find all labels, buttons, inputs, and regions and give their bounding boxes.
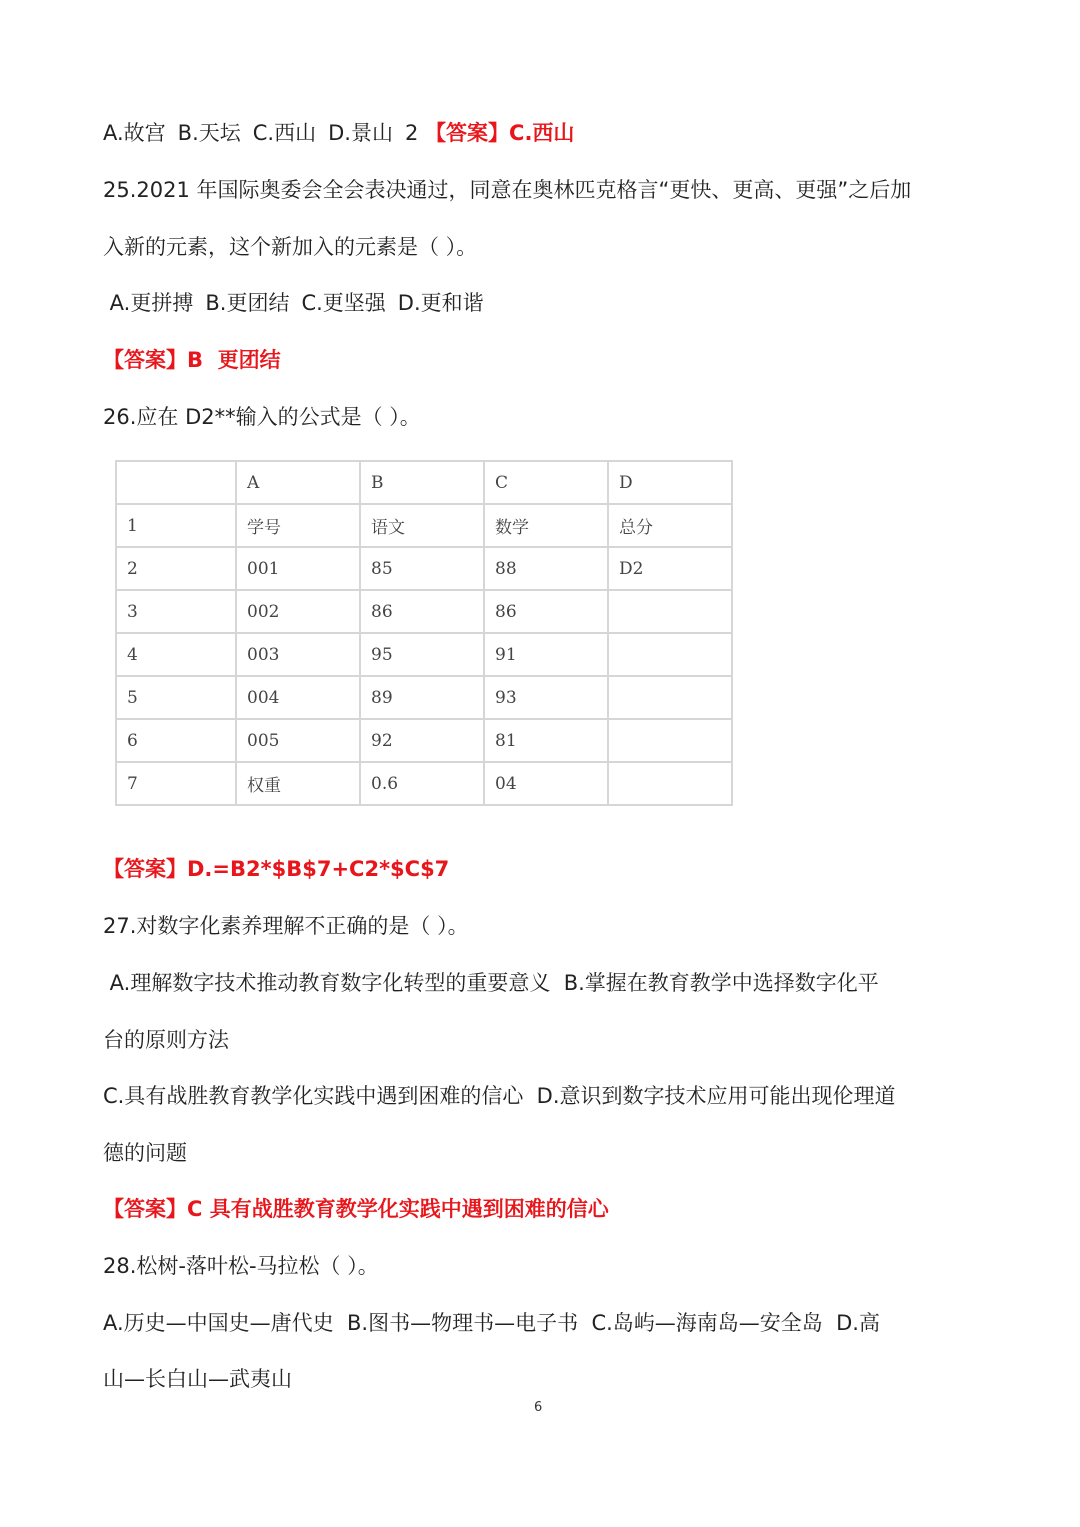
table-cell: 81 <box>484 719 608 762</box>
table-cell <box>116 461 236 504</box>
table-cell: 95 <box>360 633 484 676</box>
table-cell: 7 <box>116 762 236 805</box>
table-cell: 5 <box>116 676 236 719</box>
table-cell: B <box>360 461 484 504</box>
table-cell: 92 <box>360 719 484 762</box>
table-row <box>116 547 732 590</box>
q24-answer: 【答案】C.西山 <box>425 121 575 145</box>
table-cell <box>608 719 732 762</box>
table-cell: 语文 <box>360 504 484 547</box>
table-row <box>116 590 732 633</box>
table-cell: A <box>236 461 360 504</box>
q28-options-line-2: 山—长白山—武夷山 <box>103 1367 292 1391</box>
q24-option-d: D.景山 <box>328 121 393 145</box>
table-cell: D2 <box>608 547 732 590</box>
q26-answer: 【答案】D.=B2*$B$7+C2*$C$7 <box>103 857 450 881</box>
table-cell: D <box>608 461 732 504</box>
table-cell: 1 <box>116 504 236 547</box>
table-row <box>116 633 732 676</box>
table-cell <box>608 633 732 676</box>
table-cell: 001 <box>236 547 360 590</box>
q25-option-a: A.更拼搏 <box>103 291 194 315</box>
table-cell: 88 <box>484 547 608 590</box>
q25-question-line-2: 入新的元素，这个新加入的元素是（ ）。 <box>103 235 478 259</box>
table-cell <box>608 590 732 633</box>
q25-options-line <box>103 288 484 318</box>
table-cell <box>608 762 732 805</box>
table-cell: 93 <box>484 676 608 719</box>
q27-options-line-1: A.理解数字技术推动教育数字化转型的重要意义 B.掌握在教育教学中选择数字化平 <box>103 971 879 995</box>
q26-question: 26.应在 D2**输入的公式是（ ）。 <box>103 405 421 429</box>
table-cell: 002 <box>236 590 360 633</box>
table-cell: 91 <box>484 633 608 676</box>
spreadsheet-table <box>115 460 733 806</box>
table-cell: 6 <box>116 719 236 762</box>
table-row <box>116 676 732 719</box>
q27-answer: 【答案】C 具有战胜教育教学化实践中遇到困难的信心 <box>103 1197 609 1221</box>
q27-options-line-3: C.具有战胜教育教学化实践中遇到困难的信心 D.意识到数字技术应用可能出现伦理道 <box>103 1084 896 1108</box>
table-cell: 总分 <box>608 504 732 547</box>
table-cell: 004 <box>236 676 360 719</box>
q24-option-a: A.故宫 <box>103 121 166 145</box>
table-cell: 2 <box>116 547 236 590</box>
q24-option-c: C.西山 <box>252 121 317 145</box>
table-cell <box>608 676 732 719</box>
table-row <box>116 762 732 805</box>
table-cell: 86 <box>484 590 608 633</box>
q25-option-d: D.更和谐 <box>397 291 484 315</box>
q27-options-line-2: 台的原则方法 <box>103 1028 229 1052</box>
table-row <box>116 461 732 504</box>
table-cell: 005 <box>236 719 360 762</box>
table-row <box>116 719 732 762</box>
table-cell: 86 <box>360 590 484 633</box>
q28-options-line-1: A.历史—中国史—唐代史 B.图书—物理书—电子书 C.岛屿—海南岛—安全岛 D.高 <box>103 1311 880 1335</box>
table-cell: C <box>484 461 608 504</box>
table-cell: 89 <box>360 676 484 719</box>
table-cell: 权重 <box>236 762 360 805</box>
table-cell: 4 <box>116 633 236 676</box>
q25-answer: 【答案】B 更团结 <box>103 348 281 372</box>
table-cell: 3 <box>116 590 236 633</box>
table-row <box>116 504 732 547</box>
q24-options-line <box>103 118 574 148</box>
table-cell: 003 <box>236 633 360 676</box>
page-number: 6 <box>534 1400 543 1415</box>
table-cell: 85 <box>360 547 484 590</box>
q24-number: 2 <box>404 121 419 145</box>
table-cell: 数学 <box>484 504 608 547</box>
q24-option-b: B.天坛 <box>177 121 241 145</box>
q27-options-line-4: 德的问题 <box>103 1141 187 1165</box>
table-cell: 04 <box>484 762 608 805</box>
table-cell: 0.6 <box>360 762 484 805</box>
table-cell: 学号 <box>236 504 360 547</box>
q28-question: 28.松树-落叶松-马拉松（ ）。 <box>103 1254 379 1278</box>
q27-question: 27.对数字化素养理解不正确的是（ ）。 <box>103 914 469 938</box>
q25-question-line-1: 25.2021 年国际奥委会全会表决通过，同意在奥林匹克格言“更快、更高、更强”之后加 <box>103 178 912 202</box>
q25-option-c: C.更坚强 <box>301 291 386 315</box>
q25-option-b: B.更团结 <box>205 291 290 315</box>
